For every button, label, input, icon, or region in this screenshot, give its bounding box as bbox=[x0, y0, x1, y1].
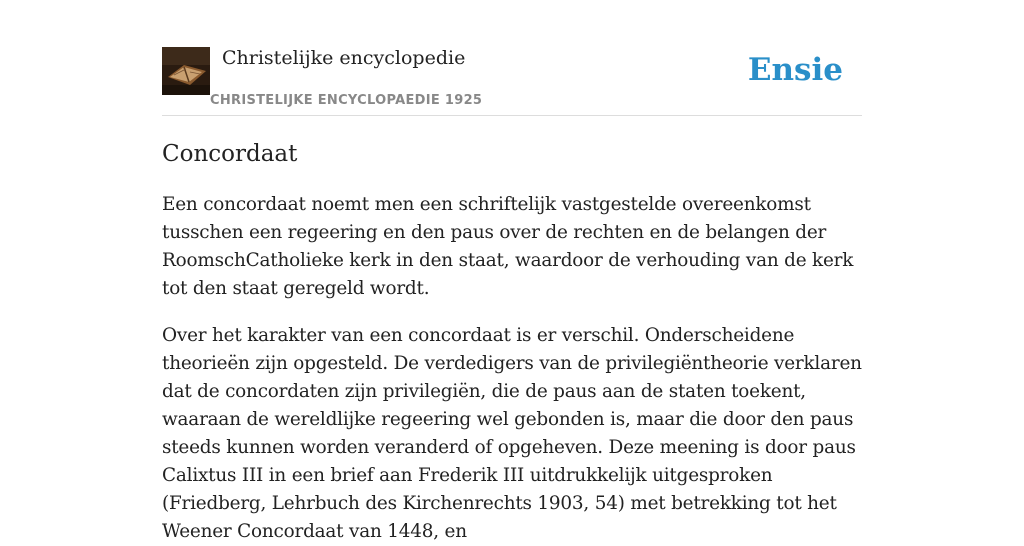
page-header bbox=[162, 0, 862, 116]
source-avatar[interactable] bbox=[162, 47, 210, 95]
ensie-logo-link[interactable]: Ensie bbox=[747, 52, 843, 88]
article bbox=[162, 138, 862, 546]
source-title[interactable]: Christelijke encyclopedie bbox=[222, 47, 466, 69]
article-paragraph: Een concordaat noemt men een schriftelijk vastgestelde overeenkomst tusschen een regeering en den paus over de rechten en de belangen der RoomschCatholieke kerk in den staat, waardoor de verhouding van de kerk tot den staat geregeld wordt. bbox=[162, 194, 854, 299]
article-title: Concordaat bbox=[162, 141, 298, 167]
article-paragraph: Over het karakter van een concordaat is er verschil. Onderscheidene theorieën zijn opgesteld. De verdedigers van de privilegiëntheorie verklaren dat de concordaten zijn privilegiën, die de paus aan de staten toekent, waaraan de wereldlijke regeering wel gebonden is, maar die door den paus steeds kunnen worden veranderd of opgeheven. Deze meening is door paus Calixtus III in een brief aan Frederik III uitdrukkelijk uitgesproken (Friedberg, Lehrbuch des Kirchenrechts 1903, 54) met betrekking tot het Weener Concordaat van 1448, en bbox=[162, 325, 862, 542]
source-subtitle[interactable]: CHRISTELIJKE ENCYCLOPAEDIE 1925 bbox=[210, 93, 483, 108]
book-thumbnail-icon bbox=[162, 47, 210, 95]
